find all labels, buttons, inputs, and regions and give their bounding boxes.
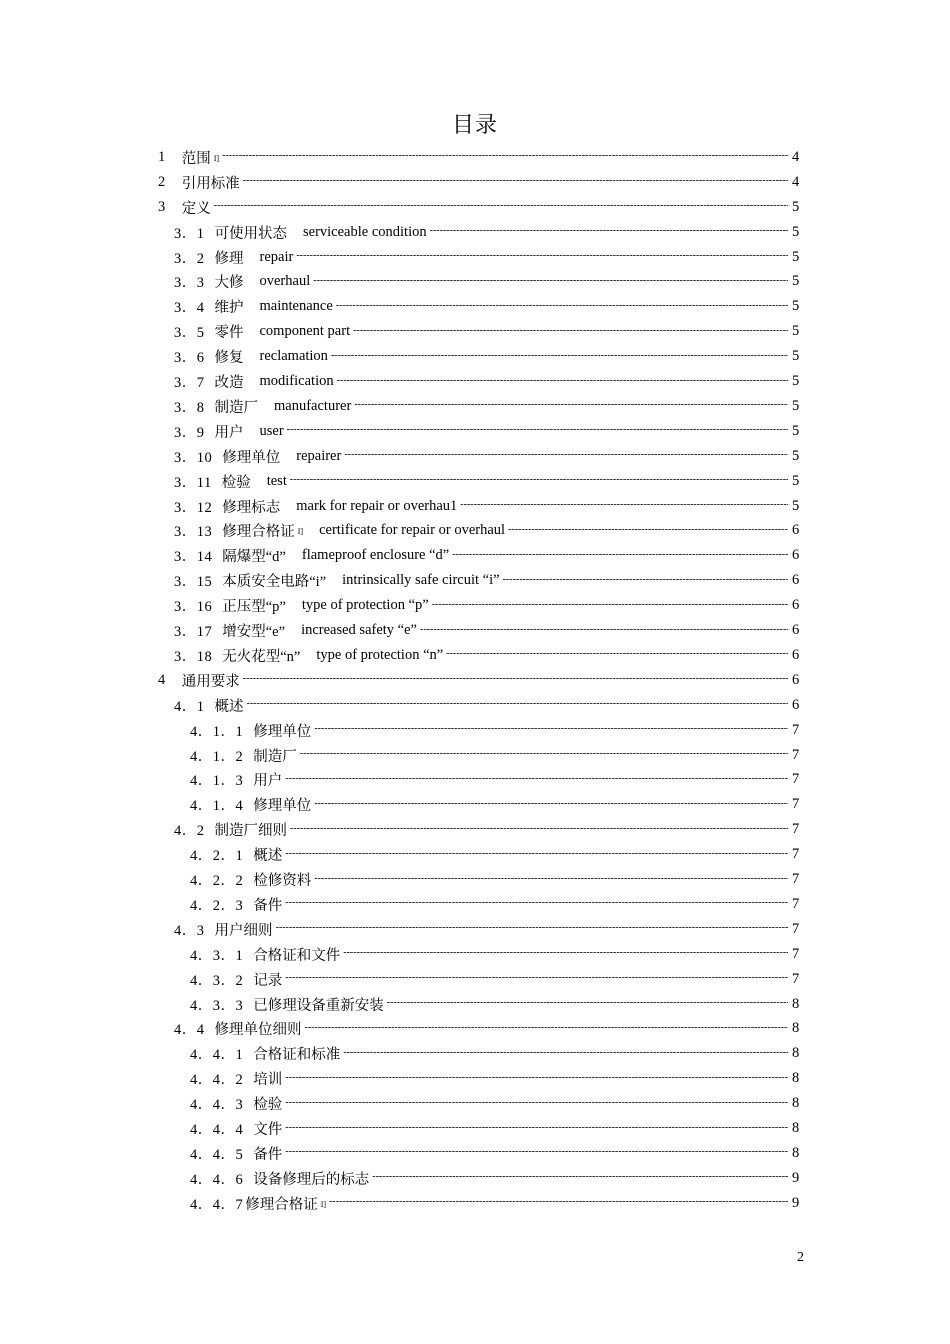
toc-entry-label: 修理单位 (253, 798, 312, 815)
toc-entry[interactable] (0, 494, 950, 519)
toc-entry-page: 7 (792, 721, 800, 738)
toc-entry-label: 检验 (221, 474, 251, 491)
toc-entry-page: 5 (792, 273, 800, 290)
toc-entry-page: 4 (792, 173, 800, 190)
toc-entry-page: 5 (792, 248, 800, 265)
toc-entry-label: 概述 (214, 698, 244, 715)
toc-entry-page: 5 (792, 422, 800, 439)
toc-entry-label: 本质安全电路“i” (222, 574, 327, 591)
toc-entry-page: 8 (792, 1095, 800, 1112)
toc-entry-number: 4．2．3 (190, 897, 244, 914)
dot-leader (276, 921, 789, 935)
toc-entry-label: 备件 (253, 1146, 283, 1163)
toc-entry-page: 8 (792, 995, 800, 1012)
page-number: 2 (797, 1250, 804, 1265)
toc-entry-number: 3．6 (174, 350, 205, 367)
toc-entry-page: 5 (792, 447, 800, 464)
toc-entry-label: 概述 (253, 848, 283, 865)
toc-entry[interactable] (0, 792, 950, 817)
dot-leader (243, 672, 788, 686)
toc-entry[interactable] (0, 967, 950, 992)
toc-entry-number: 3．8 (174, 399, 205, 416)
toc-entry-number: 3．2 (174, 250, 205, 267)
dot-leader (331, 349, 788, 363)
toc-entry[interactable] (0, 270, 950, 295)
toc-entry-english: intrinsically safe circuit “i” (342, 572, 500, 589)
toc-entry-english: flameproof enclosure “d” (301, 547, 450, 564)
toc-entry-number: 3．10 (174, 449, 213, 466)
toc-entry[interactable] (0, 1041, 950, 1066)
toc-entry[interactable] (0, 1166, 950, 1191)
toc-entry-page: 7 (792, 970, 800, 987)
toc-entry-english: manufacturer (274, 397, 352, 414)
toc-entry[interactable] (0, 294, 950, 319)
toc-entry-number: 3．15 (174, 574, 213, 591)
toc-entry-number: 4．4．1 (190, 1047, 244, 1064)
toc-entry-english: certificate for repair or overhaul (319, 522, 506, 539)
toc-entry-number: 3．1 (174, 225, 205, 242)
toc-entry-page: 6 (792, 572, 800, 589)
dot-leader (446, 647, 788, 661)
toc-entry-number: 4．3．2 (190, 972, 244, 989)
toc-entry[interactable] (0, 568, 950, 593)
toc-entry-label: 零件 (214, 325, 244, 342)
toc-entry-page: 7 (792, 920, 800, 937)
toc-entry-label: 已修理设备重新安装 (253, 997, 384, 1014)
toc-entry-number: 3．13 (174, 524, 213, 541)
toc-entry-number: 3．12 (174, 499, 213, 516)
toc-entry-page: 5 (792, 397, 800, 414)
dot-leader (314, 722, 788, 736)
toc-entry-label: 检验 (253, 1097, 283, 1114)
dot-leader (344, 448, 788, 462)
toc-entry-number: 3 (158, 198, 166, 215)
toc-entry-english: increased safety “e” (301, 622, 417, 639)
toc-entry-number: 3．11 (174, 474, 212, 491)
toc-entry-label: 修复 (214, 350, 244, 367)
toc-entry-page: 8 (792, 1070, 800, 1087)
toc-entry-page: 5 (792, 323, 800, 340)
dot-leader (387, 996, 788, 1010)
toc-entry-label: 修理合格证 (222, 524, 295, 541)
toc-entry-number: 4．2．1 (190, 848, 244, 865)
toc-entry-number: 4．4．2 (190, 1072, 244, 1089)
toc-entry[interactable] (0, 195, 950, 220)
toc-entry-label: 修理标志 (222, 499, 281, 516)
dot-leader (285, 1096, 788, 1110)
toc-entry-page: 7 (792, 796, 800, 813)
toc-entry-number: 4．4．3 (190, 1097, 244, 1114)
toc-entry[interactable] (0, 170, 950, 195)
toc-entry-number: 3．5 (174, 325, 205, 342)
toc-entry[interactable] (0, 842, 950, 867)
dot-leader (372, 1170, 788, 1184)
toc-entry-page: 8 (792, 1020, 800, 1037)
toc-entry-number: 4．1．2 (190, 748, 244, 765)
dot-leader (430, 224, 788, 238)
toc-entry[interactable] (0, 917, 950, 942)
toc-entry-page: 6 (792, 696, 800, 713)
toc-entry-english: type of protection “n” (316, 646, 444, 663)
toc-entry-mark: I] (297, 527, 304, 537)
toc-entry-page: 5 (792, 497, 800, 514)
dot-leader (285, 772, 788, 786)
toc-entry-page: 6 (792, 597, 800, 614)
toc-entry[interactable] (0, 867, 950, 892)
toc-entry-english: overhaul (259, 273, 311, 290)
toc-entry-page: 4 (792, 148, 800, 165)
toc-entry-label: 修理 (214, 250, 244, 267)
toc-entry-page: 6 (792, 547, 800, 564)
toc-entry-page: 8 (792, 1144, 800, 1161)
toc-entry-number: 3．9 (174, 424, 205, 441)
dot-leader (329, 1195, 788, 1209)
dot-leader (214, 199, 788, 213)
toc-entry-label: 隔爆型“d” (222, 549, 286, 566)
toc-entry[interactable] (0, 693, 950, 718)
toc-entry-label: 备件 (253, 897, 283, 914)
toc-entry-english: repairer (296, 447, 342, 464)
toc-entry-number: 4．3．1 (190, 947, 244, 964)
toc-entry-number: 3．4 (174, 300, 205, 317)
toc-entry[interactable] (0, 543, 950, 568)
toc-entry[interactable] (0, 444, 950, 469)
toc-entry[interactable] (0, 743, 950, 768)
toc-entry-number: 1 (158, 148, 166, 165)
toc-entry-page: 5 (792, 348, 800, 365)
toc-entry-label: 修理合格证 (245, 1196, 318, 1213)
toc-entry-page: 5 (792, 298, 800, 315)
toc-entry[interactable] (0, 593, 950, 618)
dot-leader (285, 847, 788, 861)
toc-entry-english: serviceable condition (303, 223, 427, 240)
toc-entry-number: 4．1．3 (190, 773, 244, 790)
toc-entry[interactable] (0, 992, 950, 1017)
toc-entry[interactable] (0, 1091, 950, 1116)
toc-entry[interactable] (0, 245, 950, 270)
dot-leader (508, 523, 788, 537)
toc-entry[interactable] (0, 394, 950, 419)
toc-entry-number: 3．16 (174, 599, 213, 616)
dot-leader (420, 623, 788, 637)
dot-leader (313, 274, 788, 288)
dot-leader (432, 598, 788, 612)
toc-entry-page: 7 (792, 846, 800, 863)
dot-leader (337, 374, 788, 388)
toc-entry-number: 4．4 (174, 1022, 205, 1039)
toc-entry-number: 4．2．2 (190, 873, 244, 890)
toc-entry-english: user (259, 422, 284, 439)
toc-entry-label: 引用标准 (181, 175, 240, 192)
toc-entry-page: 9 (792, 1169, 800, 1186)
dot-leader (353, 324, 788, 338)
toc-entry-label: 增安型“e” (222, 624, 286, 641)
toc-entry-number: 4．2 (174, 823, 205, 840)
toc-entry[interactable] (0, 1017, 950, 1042)
toc-entry-number: 4．1．1 (190, 723, 244, 740)
toc-entry[interactable] (0, 768, 950, 793)
toc-entry-mark: I] (213, 153, 220, 163)
toc-entry[interactable] (0, 817, 950, 842)
dot-leader (336, 299, 788, 313)
toc-entry-label: 记录 (253, 972, 283, 989)
toc-entry-number: 4．4．5 (190, 1146, 244, 1163)
dot-leader (300, 747, 788, 761)
toc-entry-label: 合格证和标准 (253, 1047, 341, 1064)
dot-leader (314, 872, 788, 886)
toc-entry-number: 4．3 (174, 922, 205, 939)
dot-leader (305, 1021, 789, 1035)
dot-leader (452, 548, 788, 562)
toc-entry[interactable] (0, 469, 950, 494)
toc-entry-label: 无火花型“n” (222, 648, 301, 665)
toc-entry-english: type of protection “p” (301, 597, 429, 614)
toc-entry-number: 3．7 (174, 375, 205, 392)
dot-leader (285, 971, 788, 985)
toc-entry[interactable] (0, 942, 950, 967)
dot-leader (296, 249, 788, 263)
dot-leader (503, 573, 788, 587)
toc-entry-label: 用户细则 (214, 922, 273, 939)
toc-entry-page: 6 (792, 646, 800, 663)
toc-entry-page: 7 (792, 821, 800, 838)
toc-entry[interactable] (0, 892, 950, 917)
toc-entry[interactable] (0, 344, 950, 369)
dot-leader (343, 946, 788, 960)
toc-entry-label: 范围 (181, 150, 211, 167)
toc-entry-english: test (266, 472, 287, 489)
toc-entry-page: 7 (792, 895, 800, 912)
toc-entry-label: 改造 (214, 375, 244, 392)
toc-entry-page: 7 (792, 871, 800, 888)
toc-entry-page: 6 (792, 671, 800, 688)
dot-leader (285, 1121, 788, 1135)
toc-entry-page: 5 (792, 472, 800, 489)
toc-entry[interactable] (0, 1141, 950, 1166)
toc-entry-number: 4 (158, 671, 166, 688)
toc-entry[interactable] (0, 1066, 950, 1091)
toc-entry-number: 4．4．6 (190, 1171, 244, 1188)
toc-entry[interactable] (0, 145, 950, 170)
toc-entry-number: 2 (158, 173, 166, 190)
toc-entry-label: 检修资料 (253, 873, 312, 890)
toc-entry-label: 维护 (214, 300, 244, 317)
toc-entry-page: 5 (792, 198, 800, 215)
dot-leader (285, 896, 788, 910)
toc-entry[interactable] (0, 319, 950, 344)
toc-entry-label: 通用要求 (181, 673, 240, 690)
toc-entry-number: 3．17 (174, 624, 213, 641)
toc-entry-number: 3．18 (174, 648, 213, 665)
toc-entry-label: 修理单位细则 (214, 1022, 302, 1039)
toc-entry-page: 7 (792, 771, 800, 788)
toc-entry-number: 4．4．4 (190, 1122, 244, 1139)
toc-entry-label: 修理单位 (222, 449, 281, 466)
toc-entry-label: 合格证和文件 (253, 947, 341, 964)
toc-entry[interactable] (0, 668, 950, 693)
toc-entry-label: 制造厂 (214, 399, 258, 416)
dot-leader (290, 473, 788, 487)
toc-entry[interactable] (0, 220, 950, 245)
toc-entry-page: 9 (792, 1194, 800, 1211)
toc-entry-label: 制造厂细则 (214, 823, 287, 840)
dot-leader (314, 797, 788, 811)
toc-entry-page: 7 (792, 746, 800, 763)
toc-entry[interactable] (0, 419, 950, 444)
toc-entry[interactable] (0, 618, 950, 643)
toc-entry-label: 正压型“p” (222, 599, 286, 616)
toc-entry-label: 文件 (253, 1122, 283, 1139)
dot-leader (247, 697, 789, 711)
toc-entry-page: 6 (792, 622, 800, 639)
toc-entry-label: 用户 (253, 773, 283, 790)
dot-leader (287, 423, 788, 437)
toc-entry[interactable] (0, 519, 950, 544)
dot-leader (354, 398, 788, 412)
toc-entry-label: 可使用状态 (214, 225, 287, 242)
dot-leader (285, 1071, 788, 1085)
toc-entry-english: reclamation (259, 348, 328, 365)
toc-title: 目录 (451, 112, 498, 137)
dot-leader (343, 1046, 788, 1060)
toc-entry[interactable] (0, 1116, 950, 1141)
toc-entry-label: 培训 (253, 1072, 283, 1089)
toc-entry-number: 4．3．3 (190, 997, 244, 1014)
dot-leader (222, 149, 788, 163)
toc-entry-page: 8 (792, 1045, 800, 1062)
toc-entry-label: 定义 (181, 200, 211, 217)
toc-entry-label: 设备修理后的标志 (253, 1171, 370, 1188)
toc-entry-number: 3．3 (174, 275, 205, 292)
toc-entry[interactable] (0, 1191, 950, 1216)
toc-entry-page: 6 (792, 522, 800, 539)
dot-leader (285, 1145, 788, 1159)
toc-entry-label: 大修 (214, 275, 244, 292)
toc-entry-number: 4．4．7 (190, 1196, 244, 1213)
toc-entry[interactable] (0, 718, 950, 743)
toc-entry-label: 用户 (214, 424, 244, 441)
toc-entry-number: 3．14 (174, 549, 213, 566)
toc-entry-label: 制造厂 (253, 748, 297, 765)
toc-entry-page: 7 (792, 945, 800, 962)
toc-entry-number: 4．1 (174, 698, 205, 715)
dot-leader (290, 822, 788, 836)
toc-entry-page: 8 (792, 1120, 800, 1137)
toc-entry[interactable] (0, 643, 950, 668)
dot-leader (460, 498, 788, 512)
toc-entry-english: repair (259, 248, 294, 265)
toc-entry-english: component part (259, 323, 351, 340)
toc-entry-number: 4．1．4 (190, 798, 244, 815)
dot-leader (243, 174, 788, 188)
toc-entry-english: mark for repair or overhau1 (296, 497, 458, 514)
toc-entry[interactable] (0, 369, 950, 394)
toc-entry-english: modification (259, 373, 334, 390)
toc-entry-english: maintenance (259, 298, 333, 315)
toc-entry-page: 5 (792, 373, 800, 390)
toc-entry-mark: I] (320, 1199, 327, 1209)
toc-entry-label: 修理单位 (253, 723, 312, 740)
toc-entry-page: 5 (792, 223, 800, 240)
